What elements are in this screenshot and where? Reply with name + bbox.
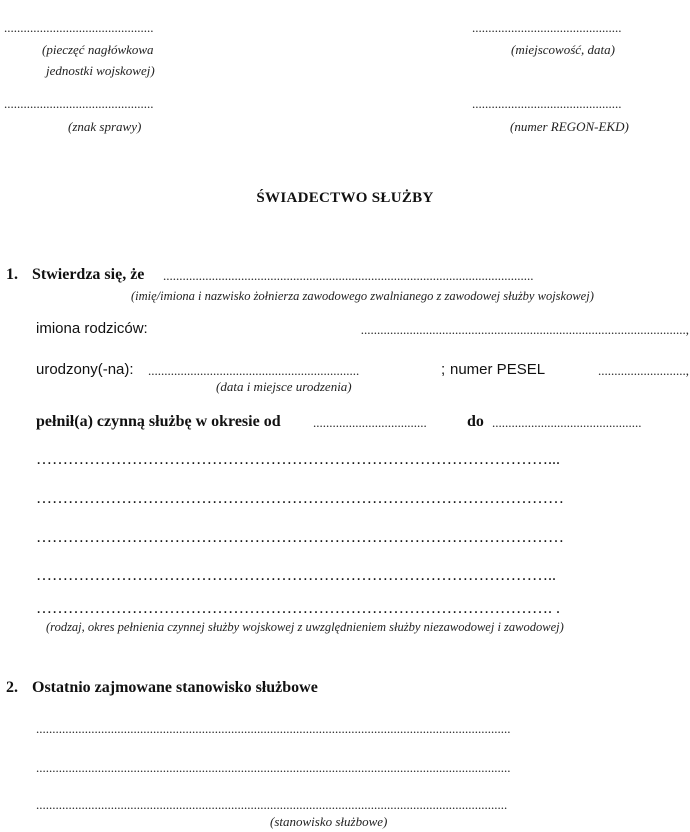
parents-dots: ...................................................................................................., xyxy=(360,322,689,337)
pesel-dots: ..........................., xyxy=(598,363,689,378)
service-line-5: ……………………………………………………………………………………. . xyxy=(36,600,560,617)
born-dots: ................................................................. xyxy=(148,363,360,378)
pesel-label: numer PESEL xyxy=(450,361,546,378)
service-from-dots: ................................... xyxy=(313,415,427,430)
place-date-dots: .............................................. xyxy=(472,20,622,35)
name-dots: .................................................................................................................. xyxy=(163,268,534,283)
parents-label: imiona rodziców: xyxy=(36,320,148,337)
section1-number: 1. xyxy=(6,266,18,283)
service-line-2: ……………………………………………………………………………………… xyxy=(36,490,564,507)
born-separator: ; xyxy=(441,361,446,378)
place-date-caption: (miejscowość, data) xyxy=(511,42,615,57)
position-line-2: .................................................................................................................................................. xyxy=(36,760,511,775)
service-lead: pełnił(a) czynną służbę w okresie od xyxy=(36,413,281,430)
service-line-1: ……………………………………………………………………………………... xyxy=(36,451,560,468)
service-to-dots: .............................................. xyxy=(492,415,642,430)
name-caption: (imię/imiona i nazwisko żołnierza zawodowego zwalnianego z zawodowej służby wojskowej) xyxy=(131,289,594,303)
service-caption: (rodzaj, okres pełnienia czynnej służby wojskowej z uwzględnieniem służby niezawodowej i zawodowej) xyxy=(46,620,564,634)
born-label: urodzony(-na): xyxy=(36,361,134,378)
case-number-caption: (znak sprawy) xyxy=(68,119,142,134)
stamp-caption-line2: jednostki wojskowej) xyxy=(46,63,155,78)
service-line-4: …………………………………………………………………………………….. xyxy=(36,567,556,584)
service-to-label: do xyxy=(467,413,484,430)
position-line-1: .................................................................................................................................................. xyxy=(36,721,511,736)
stamp-dots: .............................................. xyxy=(4,20,154,35)
position-line-3: ................................................................................................................................................. xyxy=(36,797,508,812)
section2-number: 2. xyxy=(6,679,18,696)
born-caption: (data i miejsce urodzenia) xyxy=(216,379,352,394)
position-caption: (stanowisko służbowe) xyxy=(270,814,388,829)
section1-lead: Stwierdza się, że xyxy=(32,266,145,283)
regon-caption: (numer REGON-EKD) xyxy=(510,119,629,134)
regon-dots: .............................................. xyxy=(472,96,622,111)
case-number-dots: .............................................. xyxy=(4,96,154,111)
service-line-3: ……………………………………………………………………………………… xyxy=(36,529,564,546)
stamp-caption-line1: (pieczęć nagłówkowa xyxy=(42,42,154,57)
document-title: ŚWIADECTWO SŁUŻBY xyxy=(256,190,434,206)
section2-heading: Ostatnio zajmowane stanowisko służbowe xyxy=(32,679,318,696)
